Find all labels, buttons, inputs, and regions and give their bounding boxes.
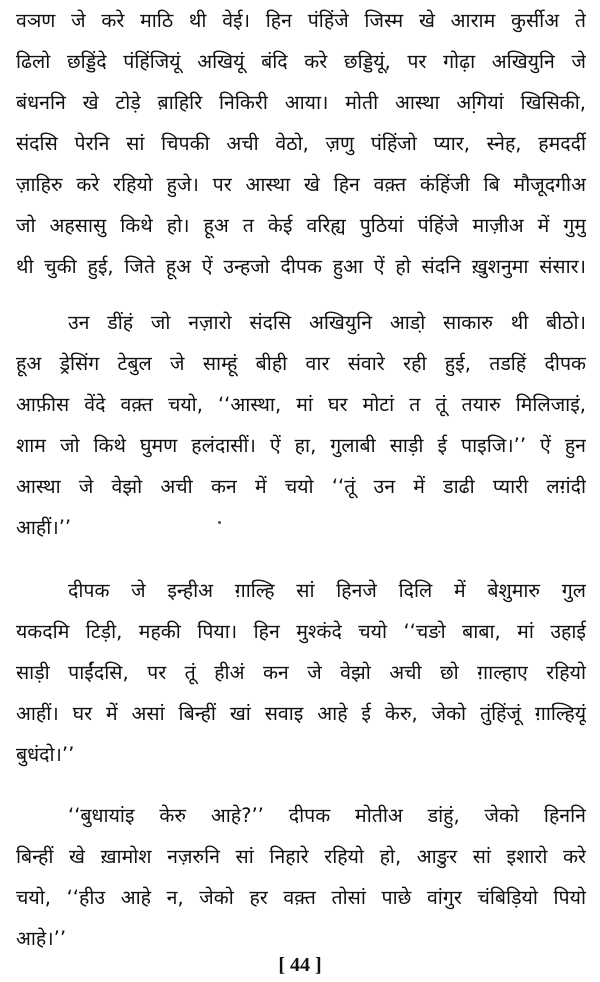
paragraph-2 <box>16 302 586 548</box>
paragraph-4 <box>16 795 586 959</box>
text-line: यकदमि टिड़ी, महकी पिया। हिन मुश्कंदे चयो ‘‘चङो बाबा, मां उहाई <box>16 620 586 643</box>
text-line: आफ़ीस वेंदे वक़्त चयो, ‘‘आस्था, मां घर मोटां त तूं तयारु मिलिजाइं, <box>16 393 586 416</box>
text-line: बुधंदो।’’ <box>16 743 75 766</box>
stray-ink-dot <box>218 521 221 524</box>
paragraph-3 <box>16 570 586 775</box>
text-line: उन डींहं जो नज़ारो संदसि अखियुनि आडो़ साकारु थी बीठो। <box>68 311 586 334</box>
text-line: आहीं। घर में असां बिन्हीं खां सवाइ आहे ई केरु, जेको तुंहिंजूं ग़ाल्हियूं <box>16 702 586 725</box>
text-line: वञण जे करे माठि थी वेई। हिन पंहिंजे जिस्म खे आराम कुर्सीअ ते <box>16 9 586 32</box>
text-line: चयो, ‘‘हीउ आहे न, जेको हर वक़्त तोसां पाछे वांगुर चंबिड़ियो पियो <box>16 886 586 909</box>
text-line: ज़ाहिरु करे रहियो हुजे। पर आस्था खे हिन वक़्त कंहिंजी बि मौजूदगीअ <box>16 173 586 196</box>
text-line: बिन्हीं खे ख़ामोश नज़रुनि सां निहारे रहियो हो, आङुर सां इशारो करे <box>16 845 586 868</box>
paragraph-1 <box>16 0 586 287</box>
text-line: आस्था जे वेझो अची कन में चयो ‘‘तूं उन में डाढी प्यारी लग़ंदी <box>16 475 586 498</box>
text-line: दीपक जे इन्हीअ ग़ाल्हि सां हिनजे दिलि में बेशुमारु गुल <box>68 579 586 602</box>
text-line: शाम जो किथे घुमण हलंदासीं। ऐं हा, गुलाबी साड़ी ई पाइजि।’’ ऐं हुन <box>16 434 586 457</box>
text-line: साड़ी पाईंदसि, पर तूं हीअं कन जे वेझो अची छो ग़ाल्हाए रहियो <box>16 661 586 684</box>
text-line: संदसि पेरनि सां चिपकी अची वेठो, ज़णु पंहिंजो प्यार, स्नेह, हमदर्दी <box>16 132 586 155</box>
text-line: ढिलो छड्डिंदे पंहिंजियूं अखियूं बंदि करे छड्डियूं, पर गोढ़ा अखियुनि जे <box>16 50 586 73</box>
text-line: आहीं।’’ <box>16 516 72 539</box>
text-line: ‘‘बुधायांइ केरु आहे?’’ दीपक मोतीअ डांहुं, जेको हिननि <box>68 804 586 827</box>
page-number: [ 44 ] <box>278 954 322 976</box>
text-line: थी चुकी हुई, जिते हूअ ऐं उन्हजो दीपक हुआ ऐं हो संदनि ख़ुशनुमा संसार। <box>16 255 586 278</box>
text-line: हूअ ड्रेसिंग टेबुल जे साम्हूं बीही वार संवारे रही हुई, तडहिं दीपक <box>16 352 586 375</box>
text-line: आहे।’’ <box>16 927 67 950</box>
text-line: जो अहसासु किथे हो। हूअ त केई वरिह्य पुठियां पंहिंजे माज़ीअ में गुमु <box>16 214 586 237</box>
text-line: बंधननि खे टोड़े ब़ाहिरि निकिरी आया। मोती आस्था अगि़यां खिसिकी, <box>16 91 586 114</box>
